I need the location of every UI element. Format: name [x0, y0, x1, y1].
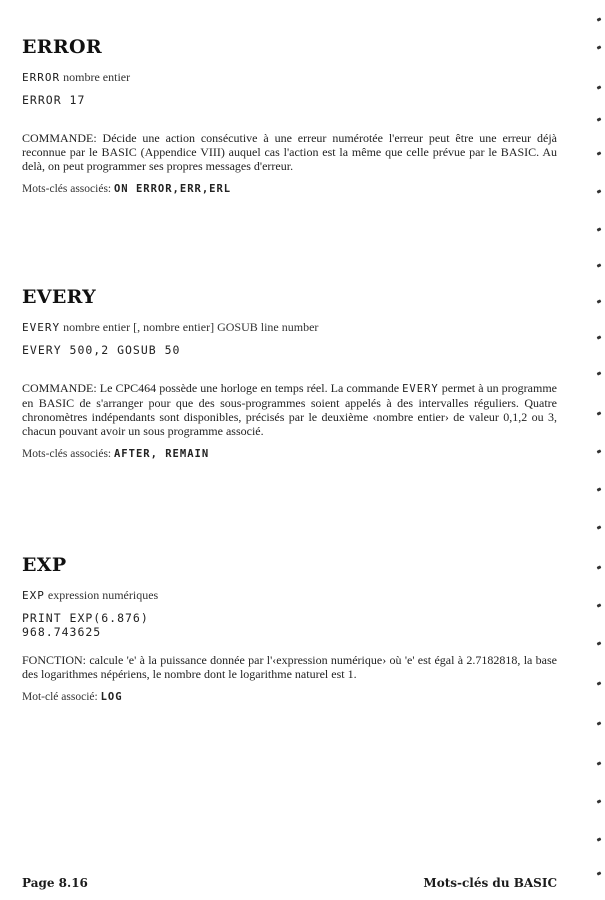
section-error	[22, 36, 557, 195]
associated-keywords	[22, 448, 557, 460]
section-title: ERROR	[22, 36, 102, 58]
description-start: COMMANDE: Le CPC464 possède une horloge en temps réel. La commande	[22, 381, 403, 395]
description: COMMANDE: Décide une action consécutive à une erreur numérotée l'erreur peut être une erreur déjà reconnue par le BASIC (Appendice VIII) auquel cas l'action est la même que celle prévue par le BASIC. Au delà, on peut programmer ses propres messages d'erreur.	[22, 131, 557, 173]
associated-label: Mot-clé associé:	[22, 691, 101, 703]
section-title: EXP	[22, 554, 67, 576]
syntax-keyword: EXP	[22, 589, 45, 602]
associated-label: Mots-clés associés:	[22, 448, 114, 460]
section-title: EVERY	[22, 286, 96, 308]
code-example: EVERY 500,2 GOSUB 50	[22, 343, 181, 357]
syntax-args: expression numériques	[44, 588, 159, 602]
associated-keywords	[22, 183, 557, 195]
syntax-keyword: EVERY	[22, 321, 61, 334]
description: FONCTION: calcule 'e' à la puissance donnée par l'‹expression numérique› où 'e' est égal à 2.7182818, la base des logarithmes népériens, le nombre dont le logarithme naturel est 1.	[22, 653, 557, 681]
code-example: ERROR 17	[22, 93, 86, 107]
chapter-title: Mots-clés du BASIC	[423, 876, 557, 890]
section-every	[22, 286, 557, 460]
syntax-args: nombre entier	[60, 70, 131, 84]
associated-list: LOG	[100, 691, 123, 703]
syntax-line	[22, 320, 557, 335]
associated-keywords	[22, 691, 557, 703]
page-number: Page 8.16	[22, 876, 88, 890]
syntax-line	[22, 588, 557, 603]
code-example: PRINT EXP(6.876) 968.743625	[22, 611, 149, 639]
associated-list: ON ERROR,ERR,ERL	[113, 183, 232, 195]
syntax-args: nombre entier [, nombre entier] GOSUB line number	[60, 320, 319, 334]
binding-holes	[591, 0, 605, 900]
syntax-keyword: ERROR	[22, 71, 61, 84]
description-keyword: EVERY	[402, 383, 439, 395]
associated-label: Mots-clés associés:	[22, 183, 114, 195]
associated-list: AFTER, REMAIN	[113, 448, 210, 460]
description-end: permet à un programme en BASIC de s'arranger pour que des sous-programmes soient appelés à des intervalles réguliers. Quatre chronomètres indépendants sont disponibles, précisés par le deuxième ‹nombre entier› de valeur 0,1,2 ou 3, chacun pouvant avoir un sous programme associé.	[22, 381, 557, 438]
description	[22, 381, 557, 438]
syntax-line	[22, 70, 557, 85]
section-exp	[22, 554, 557, 703]
